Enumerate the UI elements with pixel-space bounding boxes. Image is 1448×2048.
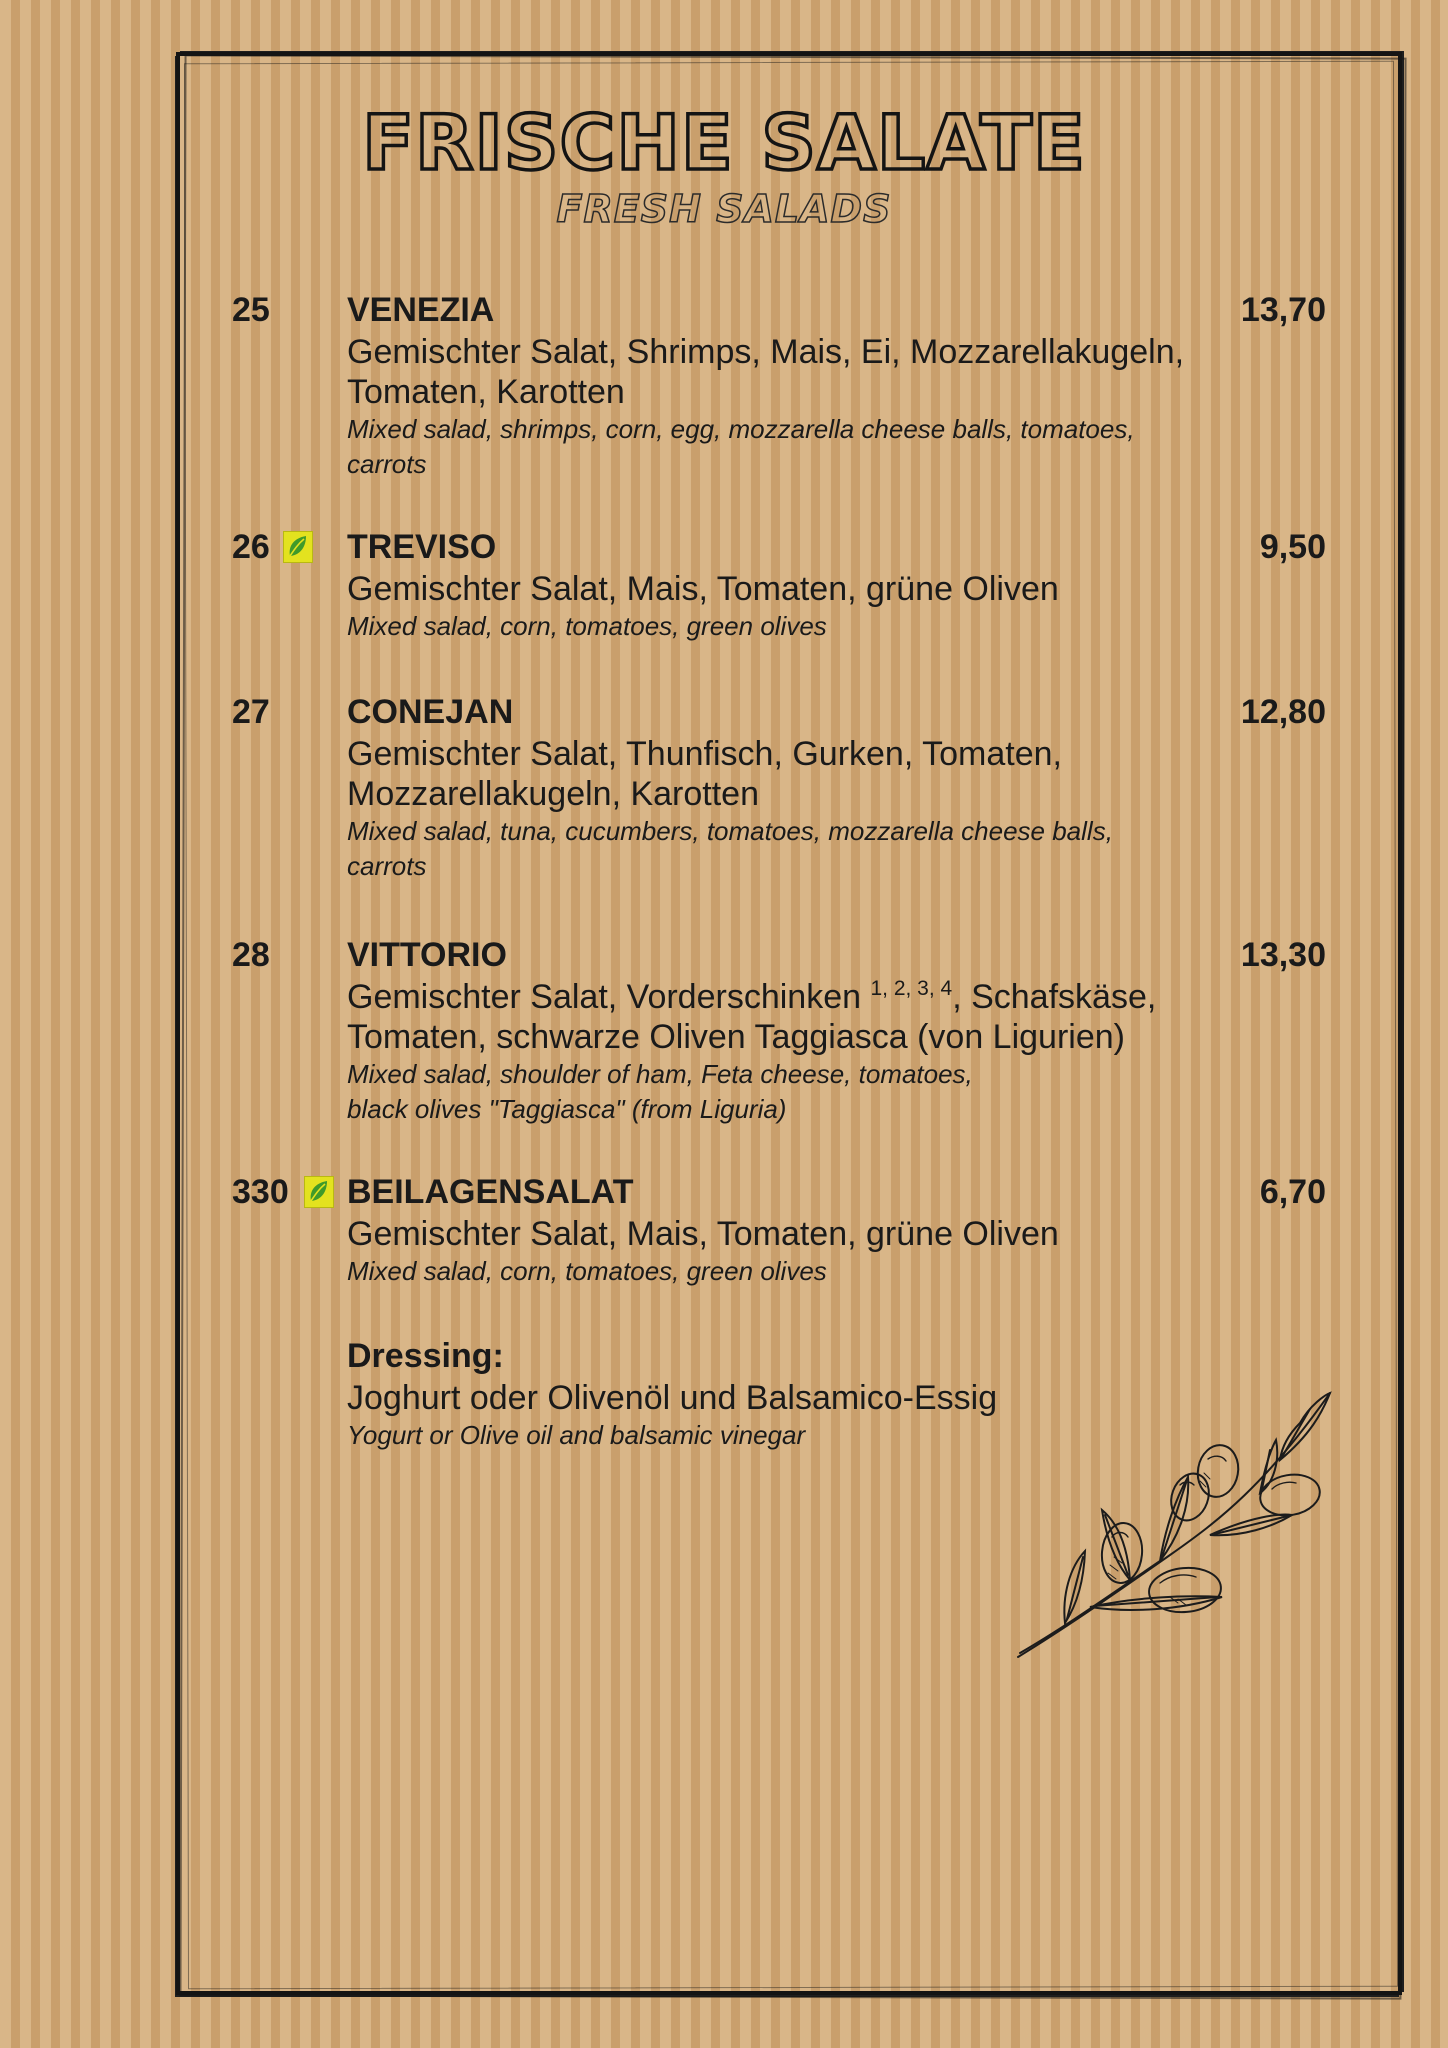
item-description-de: [347, 569, 1247, 609]
dressing-description-en: Yogurt or Olive oil and balsamic vinegar: [347, 1420, 806, 1450]
olive-branch-icon: [1010, 1385, 1340, 1670]
item-description-en: [347, 1254, 1247, 1289]
item-details: [347, 527, 1247, 644]
item-description-de: [347, 332, 1247, 412]
description-line: Mixed salad, corn, tomatoes, green olives: [347, 1256, 827, 1286]
item-description-de: [347, 977, 1247, 1057]
dressing-heading: Dressing:: [347, 1337, 504, 1375]
item-name: CONEJAN: [347, 693, 514, 731]
description-text: Gemischter Salat, Vorderschinken: [347, 978, 871, 1016]
item-number: 25: [232, 291, 270, 329]
item-description-en: [347, 412, 1247, 482]
item-number: 330: [232, 1173, 289, 1211]
page-title: FRISCHE SALATE: [362, 98, 1086, 187]
item-description-en: [347, 1057, 1247, 1127]
item-details: [347, 1172, 1247, 1289]
item-number: 28: [232, 936, 270, 974]
dressing-description-de: Joghurt oder Olivenöl und Balsamico-Essig: [347, 1379, 998, 1417]
item-name: TREVISO: [347, 528, 497, 566]
item-number: 27: [232, 693, 270, 731]
item-price: 13,70: [1240, 291, 1326, 329]
item-price: 12,80: [1240, 693, 1326, 731]
description-line: [347, 977, 1247, 1017]
description-text: , Schafskäse,: [952, 978, 1157, 1016]
item-price: 6,70: [1259, 1173, 1326, 1211]
description-line: Tomaten, schwarze Oliven Taggiasca (von Ligurien): [347, 1018, 1125, 1056]
item-details: [347, 290, 1247, 482]
item-name: BEILAGENSALAT: [347, 1173, 634, 1211]
item-details: [347, 935, 1247, 1127]
allergen-footnote: 1, 2, 3, 4: [870, 977, 953, 1000]
description-line: Mozzarellakugeln, Karotten: [347, 775, 760, 813]
page-subtitle: FRESH SALADS: [556, 187, 892, 231]
item-description-en: [347, 814, 1247, 884]
description-line: Gemischter Salat, Thunfisch, Gurken, Tomaten,: [347, 735, 1062, 773]
description-line: Mixed salad, tuna, cucumbers, tomatoes, mozzarella cheese balls,: [347, 816, 1113, 846]
description-line: Mixed salad, shrimps, corn, egg, mozzarella cheese balls, tomatoes,: [347, 414, 1135, 444]
description-line: carrots: [347, 449, 427, 479]
description-line: Gemischter Salat, Shrimps, Mais, Ei, Mozzarellakugeln,: [347, 333, 1185, 371]
description-line: Tomaten, Karotten: [347, 373, 625, 411]
item-description-en: [347, 609, 1247, 644]
description-line: Mixed salad, corn, tomatoes, green olives: [347, 611, 827, 641]
item-price: 13,30: [1240, 936, 1326, 974]
item-price: 9,50: [1259, 528, 1326, 566]
description-line: Gemischter Salat, Mais, Tomaten, grüne Oliven: [347, 570, 1059, 608]
item-name: VITTORIO: [347, 936, 507, 974]
item-name: VENEZIA: [347, 291, 495, 329]
leaf-icon: [283, 531, 313, 563]
description-line: carrots: [347, 851, 427, 881]
item-description-de: [347, 1214, 1247, 1254]
description-line: black olives "Taggiasca" (from Liguria): [347, 1094, 787, 1124]
item-number: 26: [232, 528, 270, 566]
description-line: Gemischter Salat, Mais, Tomaten, grüne Oliven: [347, 1215, 1059, 1253]
description-line: Mixed salad, shoulder of ham, Feta cheese, tomatoes,: [347, 1059, 973, 1089]
item-description-de: [347, 734, 1247, 814]
leaf-icon: [304, 1176, 334, 1208]
item-details: [347, 692, 1247, 884]
